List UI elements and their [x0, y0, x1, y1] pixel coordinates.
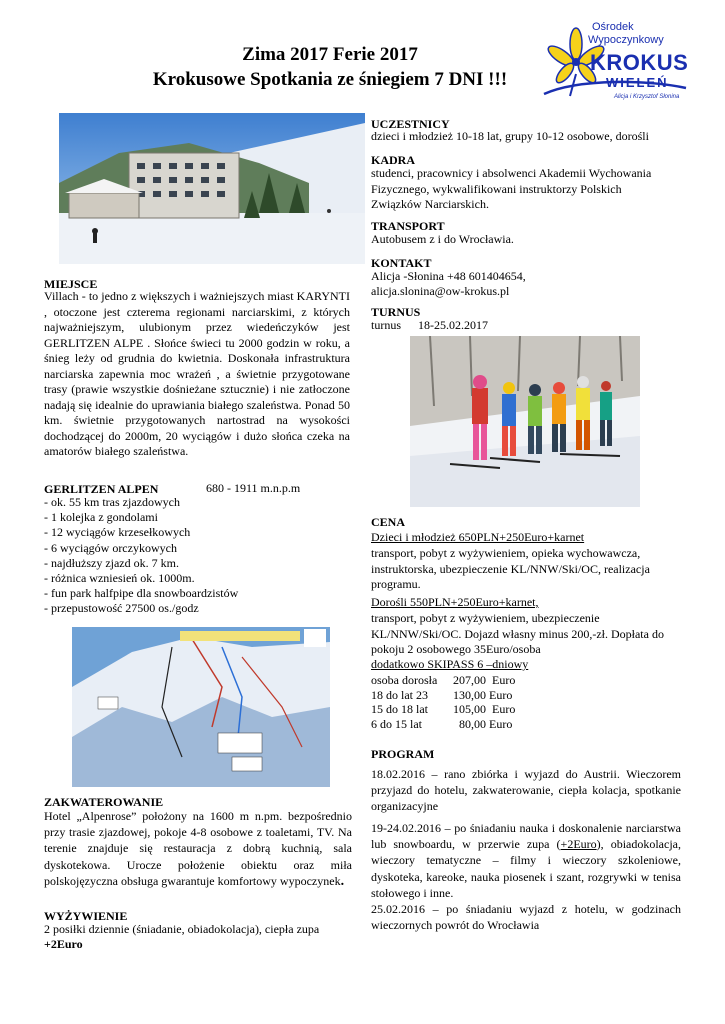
- krokus-logo: [540, 18, 690, 108]
- price-value: 130,00 Euro: [453, 687, 513, 702]
- miejsce-text: Villach - to jedno z większych i ważniejszych miast KARYNTI , otoczone jest czterema regionami narciarskimi, z których najważniejszym, ulubionym przez wiedeńczyków jest GERLITZEN ALPE . Słońce świeci tu 2000 godzin w roku, a śnieg leży od grudnia do kwietnia. Doskonała infrastruktura narciarska zapewnia moc wrażeń , a świetnie przygotowane trasy (prawie wszystkie dośnieżane sztucznie) i nie zatłoczone nadają się idealnie do uprawiania białego szaleństwa. Ponad 50 km. świetnie przygotowanych nartostrad na wysokości dochodzącej do 2000m, 20 wyciągów i dużo słońca czeka na amatorów białego szaleństwa.: [44, 289, 350, 458]
- price-value: 105,00 Euro: [453, 702, 516, 717]
- program-p2-link: +2Euro: [560, 837, 597, 852]
- cena-heading: CENA: [371, 515, 406, 529]
- ski-map-image: [72, 627, 330, 787]
- kadra-line: Związków Narciarskich.: [371, 197, 489, 211]
- cena-youth-title: Dzieci i młodzież 650PLN+250Euro+karnet: [371, 530, 585, 544]
- zakwaterowanie-body: Hotel „Alpenrose” położony na 1600 m n.pm. bezpośrednio przy trasie zjazdowej, pokoje 4-8 osobowe z toaletami, TV. Na terenie znajduje się restauracja z dobrą kuchnią, sala dyskotekowa. Urocze położenie obiektu oraz miła polskojęzyczna obsługa gwarantuje komfortowy wypoczynek: [44, 809, 352, 888]
- program-p2-a: 19-24.02.2016 – po śniadaniu nauka i doskonalenie narciarstwa lub snowboardu, w przerwie zupa (: [371, 821, 681, 852]
- gerlitzen-altitude: 680 - 1911 m.n.p.m: [206, 481, 301, 495]
- price-label: osoba dorosła: [371, 673, 438, 687]
- list-item: - fun park halfpipe dla snowboardzistów: [44, 586, 239, 601]
- kadra-text: [371, 166, 651, 213]
- logo-top-line-2: Wypoczynkowy: [588, 34, 664, 46]
- list-item: - 12 wyciągów krzesełkowych: [44, 525, 191, 540]
- table-row: [371, 673, 515, 688]
- transport-heading: TRANSPORT: [371, 219, 445, 233]
- title-line-2: Krokusowe Spotkania ze śniegiem 7 DNI !!!: [152, 69, 508, 90]
- hotel-photo: [59, 113, 365, 264]
- title-line-1: Zima 2017 Ferie 2017: [242, 44, 418, 65]
- transport-text: Autobusem z i do Wrocławia.: [371, 232, 514, 246]
- list-item: - 1 kolejka z gondolami: [44, 510, 158, 525]
- logo-place: WIELEŃ: [606, 75, 669, 90]
- turnus-line: [371, 318, 488, 334]
- wyzywienie-heading: WYŻYWIENIE: [44, 909, 128, 923]
- wyzywienie-text: 2 posiłki dziennie (śniadanie, obiadokolacja), ciepła zupa: [44, 922, 320, 936]
- kadra-line: Fizycznego, wykwalifikowani instruktorzy Polskich: [371, 181, 622, 196]
- table-row: [371, 702, 515, 717]
- table-row: [371, 717, 515, 732]
- zakwaterowanie-text: [44, 808, 352, 890]
- program-day-8: 25.02.2016 – po śniadaniu wyjazd z hotelu, w godzinach wieczornych powrót do Wrocławia: [371, 902, 681, 933]
- skipass-title: dodatkowo SKIPASS 6 –dniowy: [371, 657, 529, 671]
- cena-youth-text: transport, pobyt z wyżywieniem, opieka wychowawcza, instruktorska, ubezpieczenie KL/NNW/Ski/OC, realizacja programu.: [371, 546, 650, 591]
- gerlitzen-heading: GERLITZEN ALPEN: [44, 482, 159, 496]
- program-day-1: 18.02.2016 – rano zbiórka i wyjazd do Austrii. Wieczorem przyjazd do hotelu, zakwaterowanie, ciepła kolacja, spotkanie organizacyjne: [371, 767, 681, 814]
- turnus-dates: 18-25.02.2017: [418, 318, 488, 332]
- list-item: - najdłuższy zjazd ok. 7 km.: [44, 555, 179, 570]
- logo-name: KROKUS: [590, 50, 689, 75]
- program-days-2-7: [371, 820, 681, 901]
- cena-adult-text: transport, pobyt z wyżywieniem, ubezpieczenie KL/NNW/Ski/OC. Dojazd własny minus 200,-zł. Dopłata do pokoju 2 osobowego 35Euro/osoba: [371, 611, 664, 656]
- uczestnicy-text: dzieci i młodzież 10-18 lat, grupy 10-12 osobowe, dorośli: [371, 129, 649, 143]
- turnus-heading: TURNUS: [371, 305, 421, 319]
- price-label: 6 do 15 lat: [371, 716, 422, 731]
- kadra-heading: KADRA: [371, 153, 415, 167]
- logo-owners: Alicja i Krzysztof Słonina: [614, 94, 680, 100]
- price-value: 80,00 Euro: [453, 716, 513, 731]
- kadra-line: studenci, pracownicy i absolwenci Akademii Wychowania: [371, 166, 652, 180]
- price-value: 207,00 Euro: [453, 673, 516, 687]
- program-heading: PROGRAM: [371, 747, 435, 761]
- program-p2-b: ), obiadokolacja, wieczory tematyczne – filmy i wieczory szkoleniowe, dyskoteka, kareoke, nauka piosenek i szant, rozgrywki w tenisa stołowego i inne.: [371, 837, 681, 900]
- uczestnicy-heading: UCZESTNICY: [371, 117, 450, 131]
- wyzywienie-extra: +2Euro: [44, 937, 83, 951]
- list-item: - 6 wyciągów orczykowych: [44, 540, 177, 555]
- price-label: 18 do lat 23: [371, 687, 428, 702]
- zakwaterowanie-heading: ZAKWATEROWANIE: [44, 795, 164, 809]
- logo-top-line-1: Ośrodek: [592, 21, 634, 33]
- gerlitzen-list: [44, 495, 344, 617]
- page-title: [120, 42, 540, 92]
- turnus-label: turnus: [371, 318, 401, 332]
- list-item: - ok. 55 km tras zjazdowych: [44, 495, 180, 509]
- miejsce-heading: MIEJSCE: [44, 277, 98, 291]
- ski-kids-photo: [410, 336, 640, 507]
- zakwaterowanie-dot: .: [340, 873, 345, 889]
- price-label: 15 do 18 lat: [371, 702, 428, 717]
- kontakt-heading: KONTAKT: [371, 256, 432, 270]
- list-item: - przepustowość 27500 os./godz: [44, 601, 199, 616]
- table-row: [371, 688, 515, 703]
- cena-adult-title: Dorośli 550PLN+250Euro+karnet,: [371, 595, 539, 609]
- skipass-price-table: [371, 673, 515, 731]
- list-item: - różnica wzniesień ok. 1000m.: [44, 571, 195, 586]
- kontakt-email[interactable]: alicja.slonina@ow-krokus.pl: [371, 284, 510, 298]
- kontakt-phone: Alicja -Słonina +48 601404654,: [371, 269, 526, 283]
